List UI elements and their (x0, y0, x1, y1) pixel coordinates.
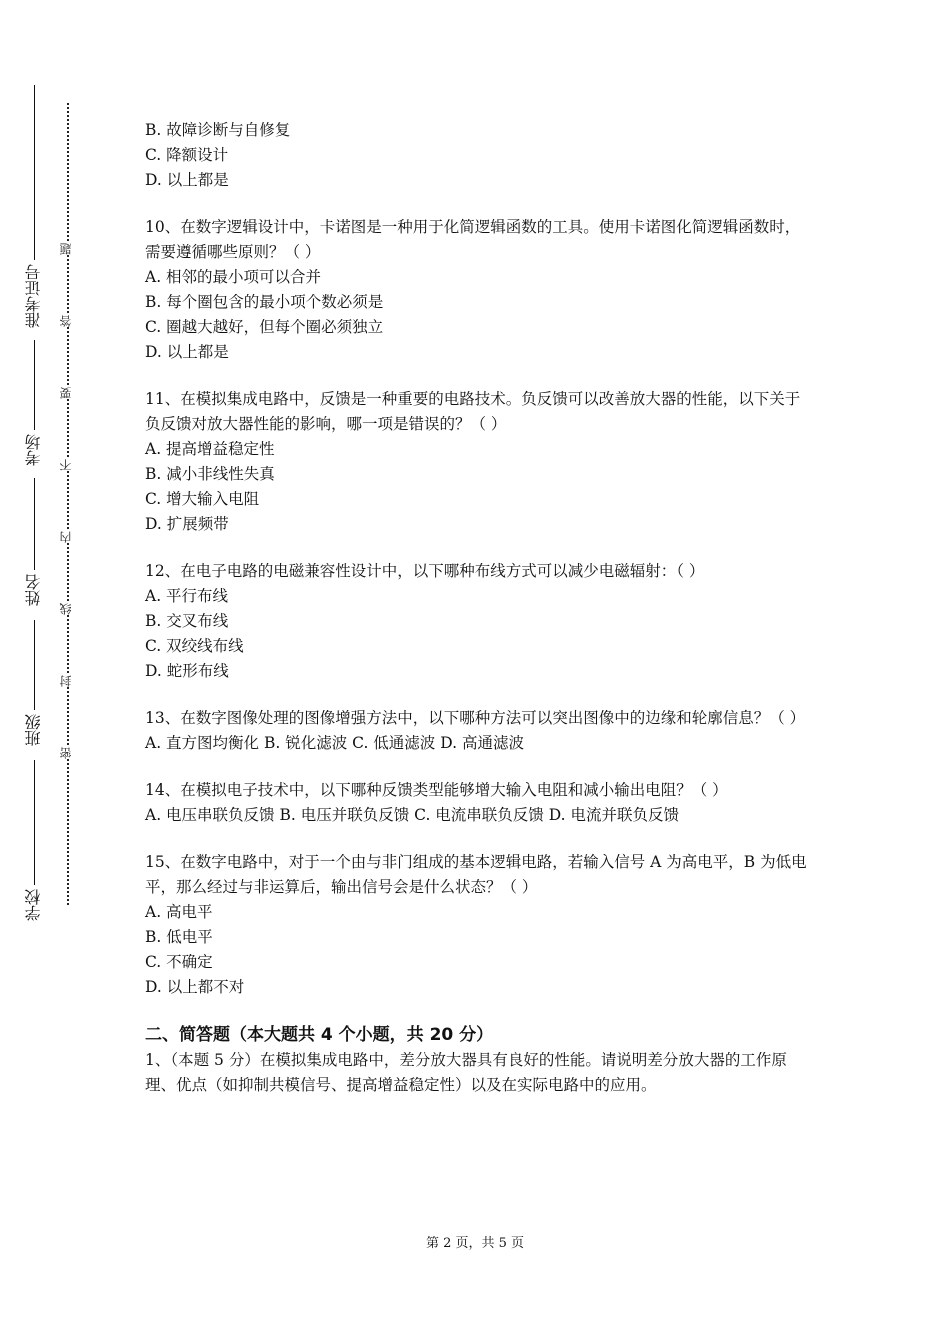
option: C. 增大输入电阻 (145, 490, 260, 508)
option: A. 相邻的最小项可以合并 (145, 268, 322, 286)
school-underline (34, 760, 35, 885)
question-stem: 12、在电子电路的电磁兼容性设计中，以下哪种布线方式可以减少电磁辐射：（ ） (145, 562, 705, 580)
question-13 (145, 706, 810, 756)
question-stem: 13、在数字图像处理的图像增强方法中，以下哪种方法可以突出图像中的边缘和轮廓信息？（ ） (145, 709, 806, 727)
question-stem: 14、在模拟电子技术中，以下哪种反馈类型能够增大输入电阻和减小输出电阻？（ ） (145, 781, 728, 799)
seal-char: 答 (59, 315, 73, 327)
option: C. 圈越大越好，但每个圈必须独立 (145, 318, 384, 336)
option: D. 以上都是 (145, 343, 229, 361)
page-footer: 第 2 页，共 5 页 (425, 1236, 525, 1251)
name-label: 姓名 (24, 574, 43, 606)
option: C. 不确定 (145, 953, 213, 971)
option: C. 降额设计 (145, 146, 229, 164)
binding-margin (0, 0, 120, 1344)
option: A. 平行布线 (145, 587, 229, 605)
binding-field-class (22, 620, 46, 746)
name-underline (34, 478, 35, 570)
exam-content (145, 118, 810, 1098)
seal-char: 要 (59, 387, 73, 399)
question-stem: 11、在模拟集成电路中，反馈是一种重要的电路技术。负反馈可以改善放大器的性能，以下关于负反馈对放大器性能的影响，哪一项是错误的？（ ） (145, 390, 801, 433)
seal-char: 封 (59, 675, 73, 687)
option: D. 扩展频带 (145, 515, 229, 533)
short-answer-question: 1、（本题 5 分）在模拟集成电路中，差分放大器具有良好的性能。请说明差分放大器的工作原理、优点（如抑制共模信号、提高增益稳定性）以及在实际电路中的应用。 (145, 1051, 787, 1094)
seal-char: 不 (59, 459, 73, 471)
option: D. 以上都是 (145, 171, 229, 189)
question-stem: 15、在数字电路中，对于一个由与非门组成的基本逻辑电路，若输入信号 A 为高电平，B 为低电平，那么经过与非运算后，输出信号会是什么状态？（ ） (145, 853, 807, 896)
class-label: 班级 (24, 714, 43, 746)
seal-char: 线 (59, 603, 73, 615)
option: B. 每个圈包含的最小项个数必须是 (145, 293, 384, 311)
binding-field-name (22, 478, 46, 606)
option: B. 故障诊断与自修复 (145, 121, 291, 139)
seal-dotted-line (67, 103, 69, 905)
question-10 (145, 215, 810, 365)
binding-field-ticket (22, 85, 46, 328)
option: C. 双绞线布线 (145, 637, 244, 655)
option: D. 蛇形布线 (145, 662, 229, 680)
option: B. 减小非线性失真 (145, 465, 275, 483)
option: B. 低电平 (145, 928, 213, 946)
binding-field-school (22, 760, 46, 921)
option: A. 电压串联负反馈 B. 电压并联负反馈 C. 电流串联负反馈 D. 电流并联负反馈 (145, 806, 679, 824)
continued-question-options (145, 118, 810, 193)
option: D. 以上都不对 (145, 978, 245, 996)
question-11 (145, 387, 810, 537)
binding-field-room (22, 340, 46, 466)
school-label: 学校 (24, 889, 43, 921)
question-12 (145, 559, 810, 684)
section-title: 二、简答题（本大题共 4 个小题，共 20 分） (145, 1025, 494, 1045)
seal-char: 题 (59, 243, 73, 255)
seal-char: 内 (59, 531, 73, 543)
room-underline (34, 340, 35, 430)
room-label: 考场 (24, 434, 43, 466)
seal-char: 密 (59, 747, 73, 759)
question-stem: 10、在数字逻辑设计中，卡诺图是一种用于化简逻辑函数的工具。使用卡诺图化简逻辑函数时，需要遵循哪些原则？（ ） (145, 218, 801, 261)
option: B. 交叉布线 (145, 612, 229, 630)
ticket-underline (34, 85, 35, 260)
ticket-label: 准考证号 (24, 264, 43, 328)
option: A. 提高增益稳定性 (145, 440, 275, 458)
option: A. 直方图均衡化 B. 锐化滤波 C. 低通滤波 D. 高通滤波 (145, 734, 524, 752)
option: A. 高电平 (145, 903, 213, 921)
question-14 (145, 778, 810, 828)
class-underline (34, 620, 35, 710)
question-15 (145, 850, 810, 1000)
